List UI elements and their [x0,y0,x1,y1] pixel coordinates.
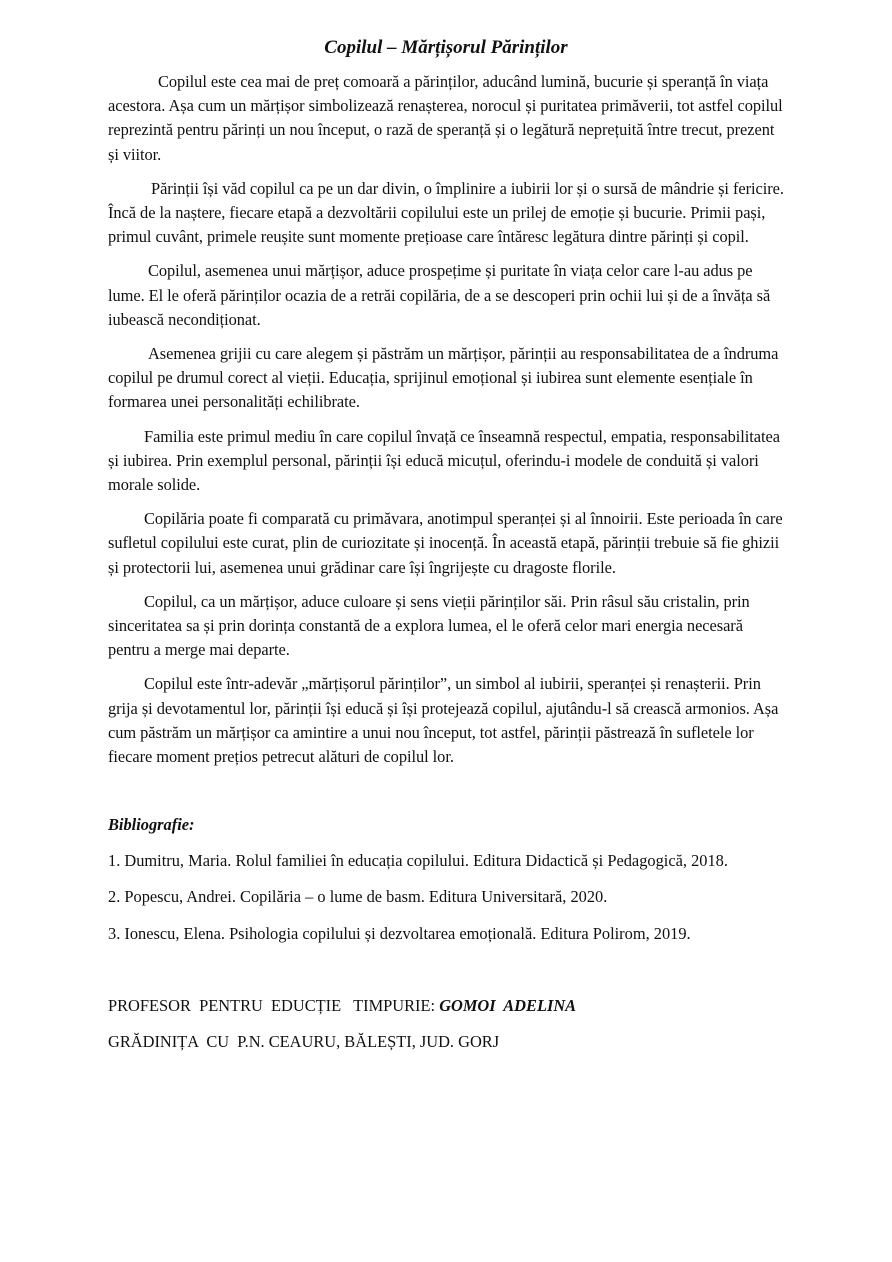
author-role: PROFESOR PENTRU EDUCȚIE TIMPURIE: [108,995,440,1015]
paragraph: Copilul este într-adevăr „mărțișorul părinților”, un simbol al iubirii, speranței și renașterii. Prin grija și devotamentul lor, părinții își educă și își protejează copilul, ajutându-l să crească armonios. Așa cum păstrăm un mărțișor ca amintire a unui nou început, tot astfel, părinții păstrează în sufletele lor fiecare moment prețios petrecut alături de copilul lor. [108,674,779,767]
paragraph: Copilăria poate fi comparată cu primăvara, anotimpul speranței și al înnoirii. Este perioada în care sufletul copilului este curat, plin de curiozitate și inocență. În această etapă, părinții trebuie să fie ghizii și protectorii lui, asemenea unui grădinar care își îngrijește cu dragoste florile. [108,509,783,577]
paragraph: Copilul, ca un mărțișor, aduce culoare și sens vieții părinților săi. Prin râsul său cristalin, prin sinceritatea sa și prin dorința constantă de a explora lumea, el le oferă celor mari energia necesară pentru a merge mai departe. [108,591,750,660]
document-title: Copilul – Mărțișorul Părinților [324,37,568,58]
paragraph: Asemenea grijii cu care alegem și păstrăm un mărțișor, părinții au responsabilitatea de a îndruma copilul pe drumul corect al vieții. Educația, sprijinul emoțional și iubirea sunt elemente esențiale în formarea unei personalități echilibrate. [108,344,779,412]
bibliography-item: 2. Popescu, Andrei. Copilăria – o lume de basm. Editura Universitară, 2020. [108,887,608,907]
institution-line: GRĂDINIȚA CU P.N. CEAURU, BĂLEȘTI, JUD. GORJ [108,1031,500,1051]
bibliography-section [108,813,784,946]
paragraph: Familia este primul mediu în care copilul învață ce înseamnă respectul, empatia, responsabilitatea și iubirea. Prin exemplul personal, părinții își educă micuțul, oferindu-i modele de conduită și valori morale solide. [108,426,780,495]
author-name: GOMOI ADELINA [439,995,577,1015]
document-page [108,30,784,1066]
bibliography-item: 3. Ionescu, Elena. Psihologia copilului și dezvoltarea emoțională. Editura Polirom, 2019. [108,923,691,943]
bibliography-item: 1. Dumitru, Maria. Rolul familiei în educația copilului. Editura Didactică și Pedagogică, 2018. [108,851,728,871]
author-line [108,994,784,1018]
paragraph: Copilul, asemenea unui mărțișor, aduce prospețime și puritate în viața celor care l-au adus pe lume. El le oferă părinților ocazia de a retrăi copilăria, de a se descoperi prin ochii lui și de a învăța să iubească necondiționat. [108,261,771,329]
bibliography-heading: Bibliografie: [108,815,195,835]
author-footer [108,994,784,1054]
paragraph: Copilul este cea mai de preț comoară a părinților, aducând lumină, bucurie și speranță în viața acestora. Așa cum un mărțișor simbolizează renașterea, norocul și puritatea primăverii, tot astfel copilul reprezintă pentru părinți un nou început, o rază de speranță și o legătură neprețuită între trecut, prezent și viitor. [108,72,783,164]
paragraph: Părinții își văd copilul ca pe un dar divin, o împlinire a iubirii lor și o sursă de mândrie și fericire. Încă de la naștere, fiecare etapă a dezvoltării copilului este un prilej de emoție și bucurie. Primii pași, primul cuvânt, primele reușite sunt momente prețioase care întăresc legătura dintre părinți și copil. [108,178,784,247]
